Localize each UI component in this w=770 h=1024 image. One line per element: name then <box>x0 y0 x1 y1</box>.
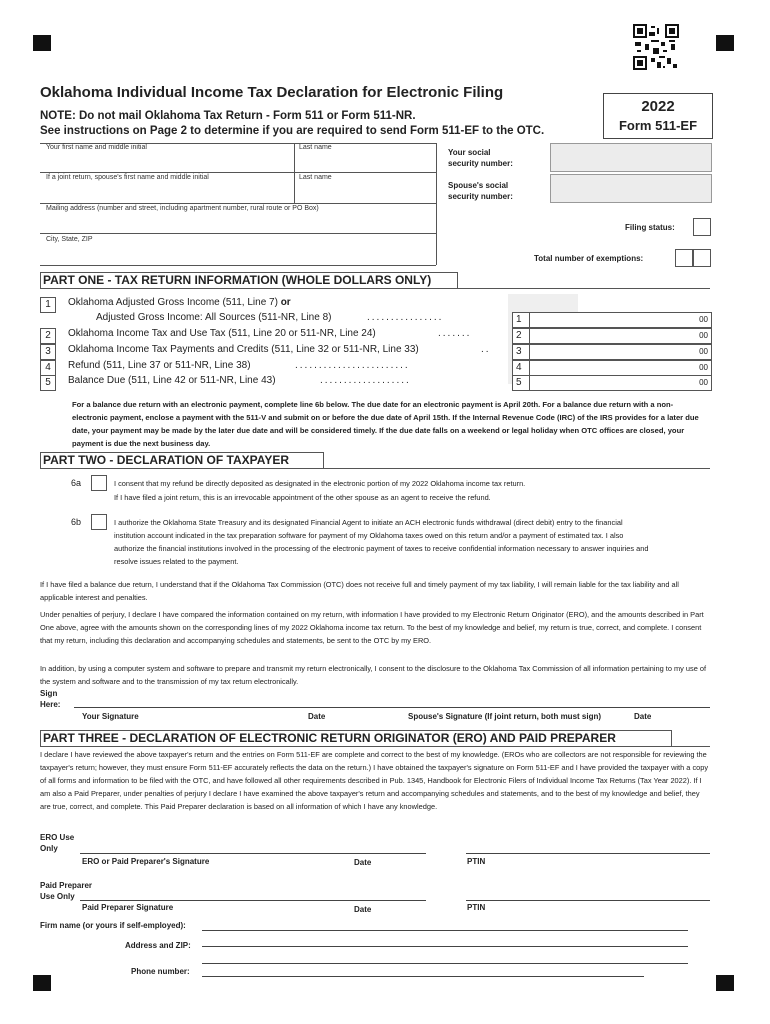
grid-line <box>294 143 295 203</box>
filing-status-box[interactable] <box>693 218 711 236</box>
paid-preparer-use-label: Paid Preparer Use Only <box>40 881 93 901</box>
date-label-2: Date <box>634 712 652 721</box>
registration-mark-bottom-left <box>33 975 51 991</box>
sign-here-label: Sign Here: <box>40 689 61 709</box>
paid-preparer-signature-line[interactable] <box>80 900 426 901</box>
ero-ptin-line[interactable] <box>466 853 710 854</box>
address-line-2[interactable] <box>202 963 688 964</box>
line-2-text: Oklahoma Income Tax and Use Tax (511, Line 20 or 511-NR, Line 24) <box>68 328 376 339</box>
line-1-amount[interactable]: 1 00 <box>512 312 712 328</box>
registration-mark-top-left <box>33 35 51 51</box>
paid-preparer-ptin-line[interactable] <box>466 900 710 901</box>
line-5-number: 5 <box>40 375 56 391</box>
line-1-dots: ................ <box>367 312 444 323</box>
line-1-text: Oklahoma Adjusted Gross Income (511, Line 7) or <box>68 297 291 308</box>
paid-preparer-ptin-label: PTIN <box>467 903 486 912</box>
line-4-number: 4 <box>40 360 56 376</box>
grid-line <box>320 468 710 469</box>
line-4-dots: ........................ <box>295 360 410 371</box>
grid-line <box>40 172 436 173</box>
last-name-field[interactable]: Last name <box>299 144 332 151</box>
exemptions-box-2[interactable] <box>693 249 711 267</box>
line-2-amount[interactable]: 2 00 <box>512 328 712 344</box>
mailing-address-field[interactable]: Mailing address (number and street, including apartment number, rural route or PO Box) <box>46 205 319 212</box>
filing-status-label: Filing status: <box>625 223 675 232</box>
text-6a-1: I consent that my refund be directly deposited as designated in the electronic portion of my 2022 Oklahoma income tax return. <box>114 479 526 488</box>
paid-preparer-date-label: Date <box>354 905 372 914</box>
ero-declaration-para: I declare I have reviewed the above taxpayer's return and the entries on Form 511-EF are complete and correct to the best of my knowledge. (EROs who are collectors are not responsible for reviewing the taxpayer's return; however, they must ensure Form 511-EF accurately reflects the data on the return.) I have obtained the taxpayer's signature on Form 511-EF and I have provided the taxpayer with a copy of all forms and information to be filed with the OTC, and have followed all other requirements described in Pub. 1345, Handbook for Electronic Filers of Individual Income Tax Returns (Tax Year 2022). If I am also a Paid Preparer, under penalties of perjury I declare I have examined the above taxpayer's return and accompanying schedules and statements, and to the best of my knowledge and belief, they are true, correct, and complete. This Paid Preparer declaration is based on all information of which I have any knowledge. <box>40 750 709 811</box>
line-2-number: 2 <box>40 328 56 344</box>
text-6b: I authorize the Oklahoma State Treasury and its designated Financial Agent to initiate an ACH electronic funds withdrawal (direct debit) entry to the financial institution account indicated in the tax preparation software for payment of my Oklahoma taxes owed on this return and/or a payment of estimated tax. I also authorize the financial institutions involved in the processing of the electronic payment of taxes to receive confidential information necessary to answer inquiries and resolve issues related to the payment. <box>114 518 649 566</box>
form-number: Form 511-EF <box>618 118 698 133</box>
exemptions-label: Total number of exemptions: <box>534 254 644 263</box>
spouse-first-name-field[interactable]: If a joint return, spouse's first name and middle initial <box>46 174 209 181</box>
taxpayer-signature-line[interactable] <box>74 707 710 708</box>
date-label-1: Date <box>308 712 326 721</box>
line-5-dots: ................... <box>320 375 411 386</box>
phone-number-label: Phone number: <box>131 967 190 976</box>
spouse-signature-label: Spouse's Signature (If joint return, both must sign) <box>408 712 602 721</box>
paid-preparer-signature-label: Paid Preparer Signature <box>82 903 174 912</box>
grid-line <box>40 233 436 234</box>
form-title: Oklahoma Individual Income Tax Declaration for Electronic Filing <box>40 84 504 101</box>
tax-year: 2022 <box>641 98 675 115</box>
label-6b: 6b <box>71 517 82 527</box>
grid-line <box>668 746 710 747</box>
grid-line <box>40 265 436 266</box>
checkbox-6b[interactable] <box>91 514 107 530</box>
phone-number-line[interactable] <box>202 976 644 977</box>
exemptions-box-1[interactable] <box>675 249 693 267</box>
line-1-text-2: Adjusted Gross Income: All Sources (511-NR, Line 8) <box>96 312 332 323</box>
firm-name-line[interactable] <box>202 930 688 931</box>
ero-signature-line[interactable] <box>80 853 426 854</box>
label-6a: 6a <box>71 478 82 488</box>
line-1-number: 1 <box>40 297 56 313</box>
mail-note: NOTE: Do not mail Oklahoma Tax Return - Form 511 or Form 511-NR. <box>40 110 416 122</box>
city-state-zip-field[interactable]: City, State, ZIP <box>46 236 93 243</box>
firm-name-label: Firm name (or yours if self-employed): <box>40 921 186 930</box>
line-3-amount[interactable]: 3 00 <box>512 344 712 360</box>
registration-mark-bottom-right <box>716 975 734 991</box>
address-zip-label: Address and ZIP: <box>125 941 191 950</box>
balance-liability-para: If I have filed a balance due return, I understand that if the Oklahoma Tax Commission (OTC) does not receive full and timely payment of my tax liability, I will remain liable for the tax liability and all applicable interest and penalties. <box>40 580 679 602</box>
line-4-amount[interactable]: 4 00 <box>512 360 712 376</box>
instructions-note: See instructions on Page 2 to determine if you are required to send Form 511-EF to the OTC. <box>40 125 545 137</box>
address-line-1[interactable] <box>202 946 688 947</box>
your-ssn-input[interactable] <box>550 143 712 172</box>
spouse-last-name-field[interactable]: Last name <box>299 174 332 181</box>
grid-line <box>454 288 710 289</box>
line-5-text: Balance Due (511, Line 42 or 511-NR, Line 43) <box>68 375 276 386</box>
line-2-dots: ....... <box>438 328 472 339</box>
part-three-heading: PART THREE - DECLARATION OF ELECTRONIC RETURN ORIGINATOR (ERO) AND PAID PREPARER <box>40 730 672 747</box>
line-3-text: Oklahoma Income Tax Payments and Credits (511, Line 32 or 511-NR, Line 33) <box>68 344 419 355</box>
registration-mark-top-right <box>716 35 734 51</box>
consent-para: In addition, by using a computer system and software to prepare and transmit my return electronically, I consent to the disclosure to the Oklahoma Tax Commission of all information pertaining to my use of the system and software and to the transmission of my tax return electronically. <box>40 664 707 686</box>
qr-code-icon <box>633 24 679 70</box>
checkbox-6a[interactable] <box>91 475 107 491</box>
ero-date-label: Date <box>354 858 372 867</box>
line-3-number: 3 <box>40 344 56 360</box>
first-name-field[interactable]: Your first name and middle initial <box>46 144 147 151</box>
part-two-heading: PART TWO - DECLARATION OF TAXPAYER <box>40 452 324 469</box>
line-4-text: Refund (511, Line 37 or 511-NR, Line 38) <box>68 360 251 371</box>
text-6a-2: If I have filed a joint return, this is an irrevocable appointment of the other spouse as an agent to receive the refund. <box>114 493 491 502</box>
line-3-dots: .. <box>481 344 491 355</box>
line-5-amount[interactable]: 5 00 <box>512 375 712 391</box>
balance-due-note: For a balance due return with an electronic payment, complete line 6b below. The due date for an electronic payment is April 20th. For a balance due return with a non-electronic payment, enclose a payment with the 511-V and submit on or before the due date of April 15th. If the Internal Revenue Code (IRC) of the IRS provides for a later due date, your payment may be made by the later due date and will be considered timely. If the due date falls on a weekend or legal holiday when OTC offices are closed, your payment is due the next business day. <box>72 400 699 448</box>
grid-line <box>436 143 437 265</box>
spouse-ssn-input[interactable] <box>550 174 712 203</box>
perjury-para: Under penalties of perjury, I declare I have compared the information contained on my return, with information I have provided to my Electronic Return Originator (ERO), and the amounts described in Part One above, agree with the amounts shown on the corresponding lines of my 2022 Oklahoma income tax return. To the best of my knowledge and belief, my return is true, correct, and complete. I consent that my return, including this declaration and accompanying schedules and statements, be sent to the OTC by my ERO. <box>40 610 704 645</box>
ero-use-only-label: ERO Use Only <box>40 833 75 853</box>
ero-ptin-label: PTIN <box>467 857 486 866</box>
spouse-ssn-label: Spouse's social security number: <box>448 181 513 201</box>
ero-signature-label: ERO or Paid Preparer's Signature <box>82 857 210 866</box>
your-ssn-label: Your social security number: <box>448 148 513 168</box>
grid-line <box>40 203 436 204</box>
your-signature-label: Your Signature <box>82 712 139 721</box>
form-id-box <box>603 93 713 139</box>
part-one-heading: PART ONE - TAX RETURN INFORMATION (WHOLE DOLLARS ONLY) <box>40 272 458 289</box>
